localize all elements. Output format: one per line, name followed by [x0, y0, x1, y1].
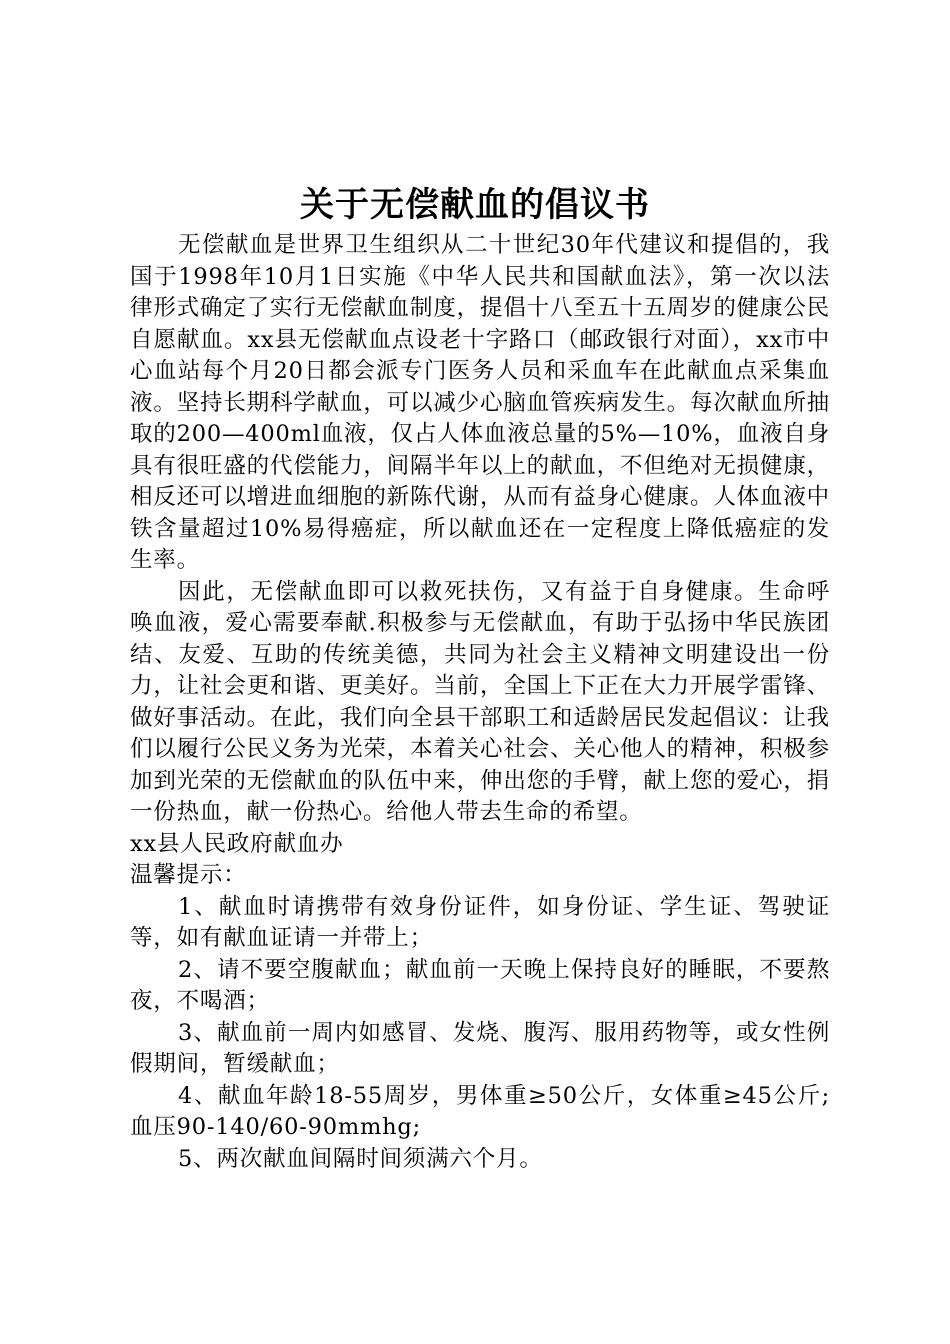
tip-item-3: 3、献血前一周内如感冒、发烧、腹泻、服用药物等，或女性例假期间，暂缓献血； [130, 1019, 830, 1077]
tip-item-5: 5、两次献血间隔时间须满六个月。 [178, 1145, 543, 1172]
tip-item-4: 4、献血年龄18-55周岁，男体重≥50公斤，女体重≥45公斤;血压90-140/60-90mmhg; [130, 1082, 830, 1140]
signoff: xx县人民政府献血办 [130, 830, 344, 857]
document-body [130, 230, 830, 1175]
document-title: 关于无偿献血的倡议书 [300, 185, 650, 225]
paragraph-2: 因此，无偿献血即可以救死扶伤，又有益于自身健康。生命呼唤血液，爱心需要奉献.积极参与无偿献血，有助于弘扬中华民族团结、友爱、互助的传统美德，共同为社会主义精神文明建设出一份力，让社会更和谐、更美好。当前，全国上下正在大力开展学雷锋、做好事活动。在此，我们向全县干部职工和适龄居民发起倡议：让我们以履行公民义务为光荣，本着关心社会、关心他人的精神，积极参加到光荣的无偿献血的队伍中来，伸出您的手臂，献上您的爱心，捐一份热血，献一份热心。给他人带去生命的希望。 [130, 578, 830, 825]
tips-heading: 温馨提示： [130, 862, 247, 888]
tip-item-1: 1、献血时请携带有效身份证件，如身份证、学生证、驾驶证等，如有献血证请一并带上； [130, 893, 830, 951]
tip-item-2: 2、请不要空腹献血；献血前一天晚上保持良好的睡眠，不要熬夜，不喝酒； [130, 956, 830, 1014]
paragraph-1: 无偿献血是世界卫生组织从二十世纪30年代建议和提倡的，我国于1998年10月1日实施《中华人民共和国献血法》，第一次以法律形式确定了实行无偿献血制度，提倡十八至五十五周岁的健康公民自愿献血。xx县无偿献血点设老十字路口（邮政银行对面），xx市中心血站每个月20日都会派专门医务人员和采血车在此献血点采集血液。坚持长期科学献血，可以减少心脑血管疾病发生。每次献血所抽取的200—400ml血液，仅占人体血液总量的5%—10%，血液自身具有很旺盛的代偿能力，间隔半年以上的献血，不但绝对无损健康，相反还可以增进血细胞的新陈代谢，从而有益身心健康。人体血液中铁含量超过10%易得癌症，所以献血还在一定程度上降低癌症的发生率。 [130, 232, 830, 573]
